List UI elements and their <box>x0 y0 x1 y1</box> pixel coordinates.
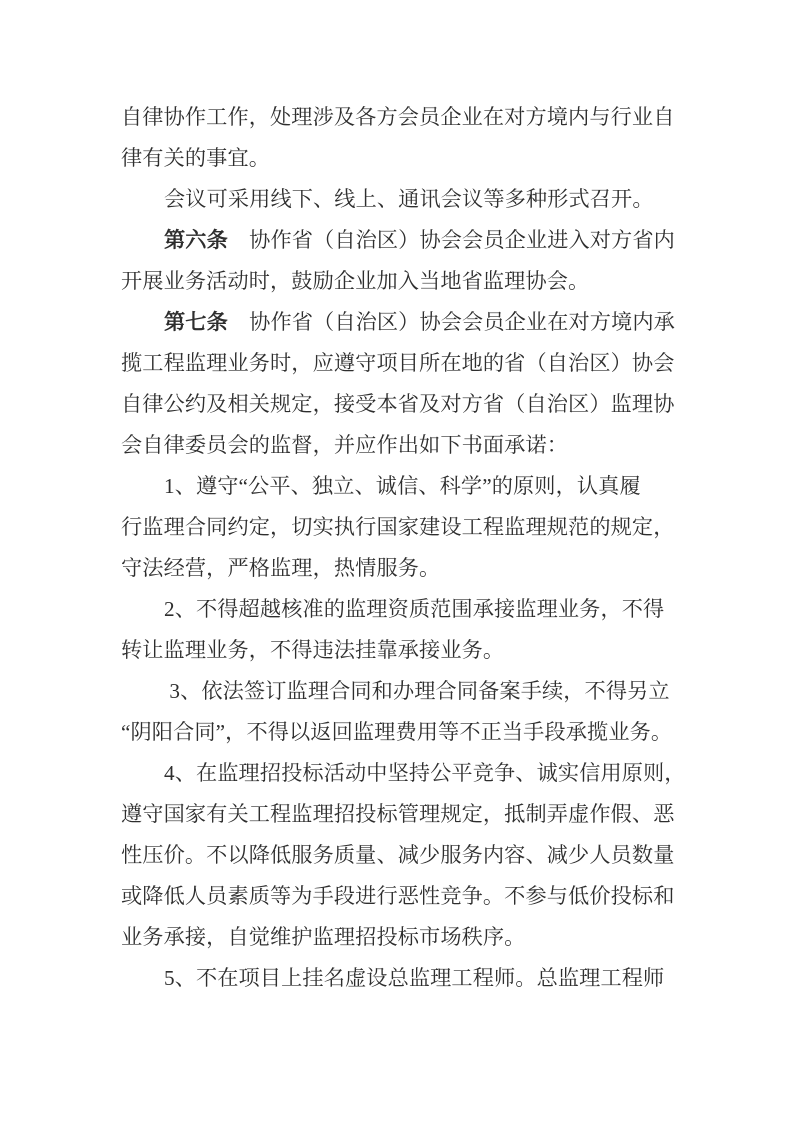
text-line <box>121 630 677 671</box>
text-line <box>121 466 677 507</box>
text-segment: 或降低人员素质等为手段进行恶性竞争。不参与低价投标和 <box>121 884 675 908</box>
text-segment: 3、依法签订监理合同和办理合同备案手续，不得另立 <box>164 679 670 703</box>
text-line <box>121 917 677 958</box>
text-segment: 开展业务活动时，鼓励企业加入当地省监理协会。 <box>121 269 590 293</box>
article-number-label: 第六条 <box>164 228 228 252</box>
text-line <box>121 179 677 220</box>
text-segment: 律有关的事宜。 <box>121 146 271 170</box>
article-number-label: 第七条 <box>164 310 228 334</box>
text-segment: 会自律委员会的监督，并应作出如下书面承诺： <box>121 433 569 457</box>
text-line <box>121 384 677 425</box>
text-line <box>121 835 677 876</box>
text-line <box>121 425 677 466</box>
text-segment: 会议可采用线下、线上、通讯会议等多种形式召开。 <box>164 187 654 211</box>
text-line <box>121 138 677 179</box>
text-line <box>121 958 677 999</box>
text-segment: 行监理合同约定，切实执行国家建设工程监理规范的规定， <box>121 515 675 539</box>
text-line <box>121 794 677 835</box>
text-line <box>121 343 677 384</box>
text-line <box>121 876 677 917</box>
text-segment: 转让监理业务，不得违法挂靠承接业务。 <box>121 638 505 662</box>
text-line <box>121 589 677 630</box>
text-line <box>121 507 677 548</box>
text-segment: 遵守国家有关工程监理招投标管理规定，抵制弄虚作假、恶 <box>121 802 675 826</box>
text-segment: 2、不得超越核准的监理资质范围承接监理业务，不得 <box>164 597 665 621</box>
text-segment: 4、在监理招投标活动中坚持公平竞争、诚实信用原则， <box>164 761 686 785</box>
text-segment: 自律协作工作，处理涉及各方会员企业在对方境内与行业自 <box>121 105 675 129</box>
text-segment: 性压价。不以降低服务质量、减少服务内容、减少人员数量 <box>121 843 675 867</box>
document-body <box>121 97 686 999</box>
text-line <box>121 261 677 302</box>
text-segment: 协作省（自治区）协会会员企业进入对方省内 <box>227 228 675 252</box>
text-segment: 5、不在项目上挂名虚设总监理工程师。总监理工程师 <box>164 966 665 990</box>
text-segment: “阴阳合同”，不得以返回监理费用等不正当手段承揽业务。 <box>121 720 673 744</box>
text-line <box>121 548 677 589</box>
text-segment: 自律公约及相关规定，接受本省及对方省（自治区）监理协 <box>121 392 675 416</box>
text-line <box>121 220 677 261</box>
text-segment: 守法经营，严格监理，热情服务。 <box>121 556 441 580</box>
text-line <box>121 97 677 138</box>
text-line <box>121 712 677 753</box>
text-line <box>121 671 677 712</box>
text-segment: 业务承接，自觉维护监理招投标市场秩序。 <box>121 925 526 949</box>
text-line <box>121 302 677 343</box>
text-segment: 揽工程监理业务时，应遵守项目所在地的省（自治区）协会 <box>121 351 675 375</box>
text-segment: 协作省（自治区）协会会员企业在对方境内承 <box>227 310 675 334</box>
text-segment: 1、遵守“公平、独立、诚信、科学”的原则，认真履 <box>164 474 641 498</box>
text-line <box>121 753 686 794</box>
